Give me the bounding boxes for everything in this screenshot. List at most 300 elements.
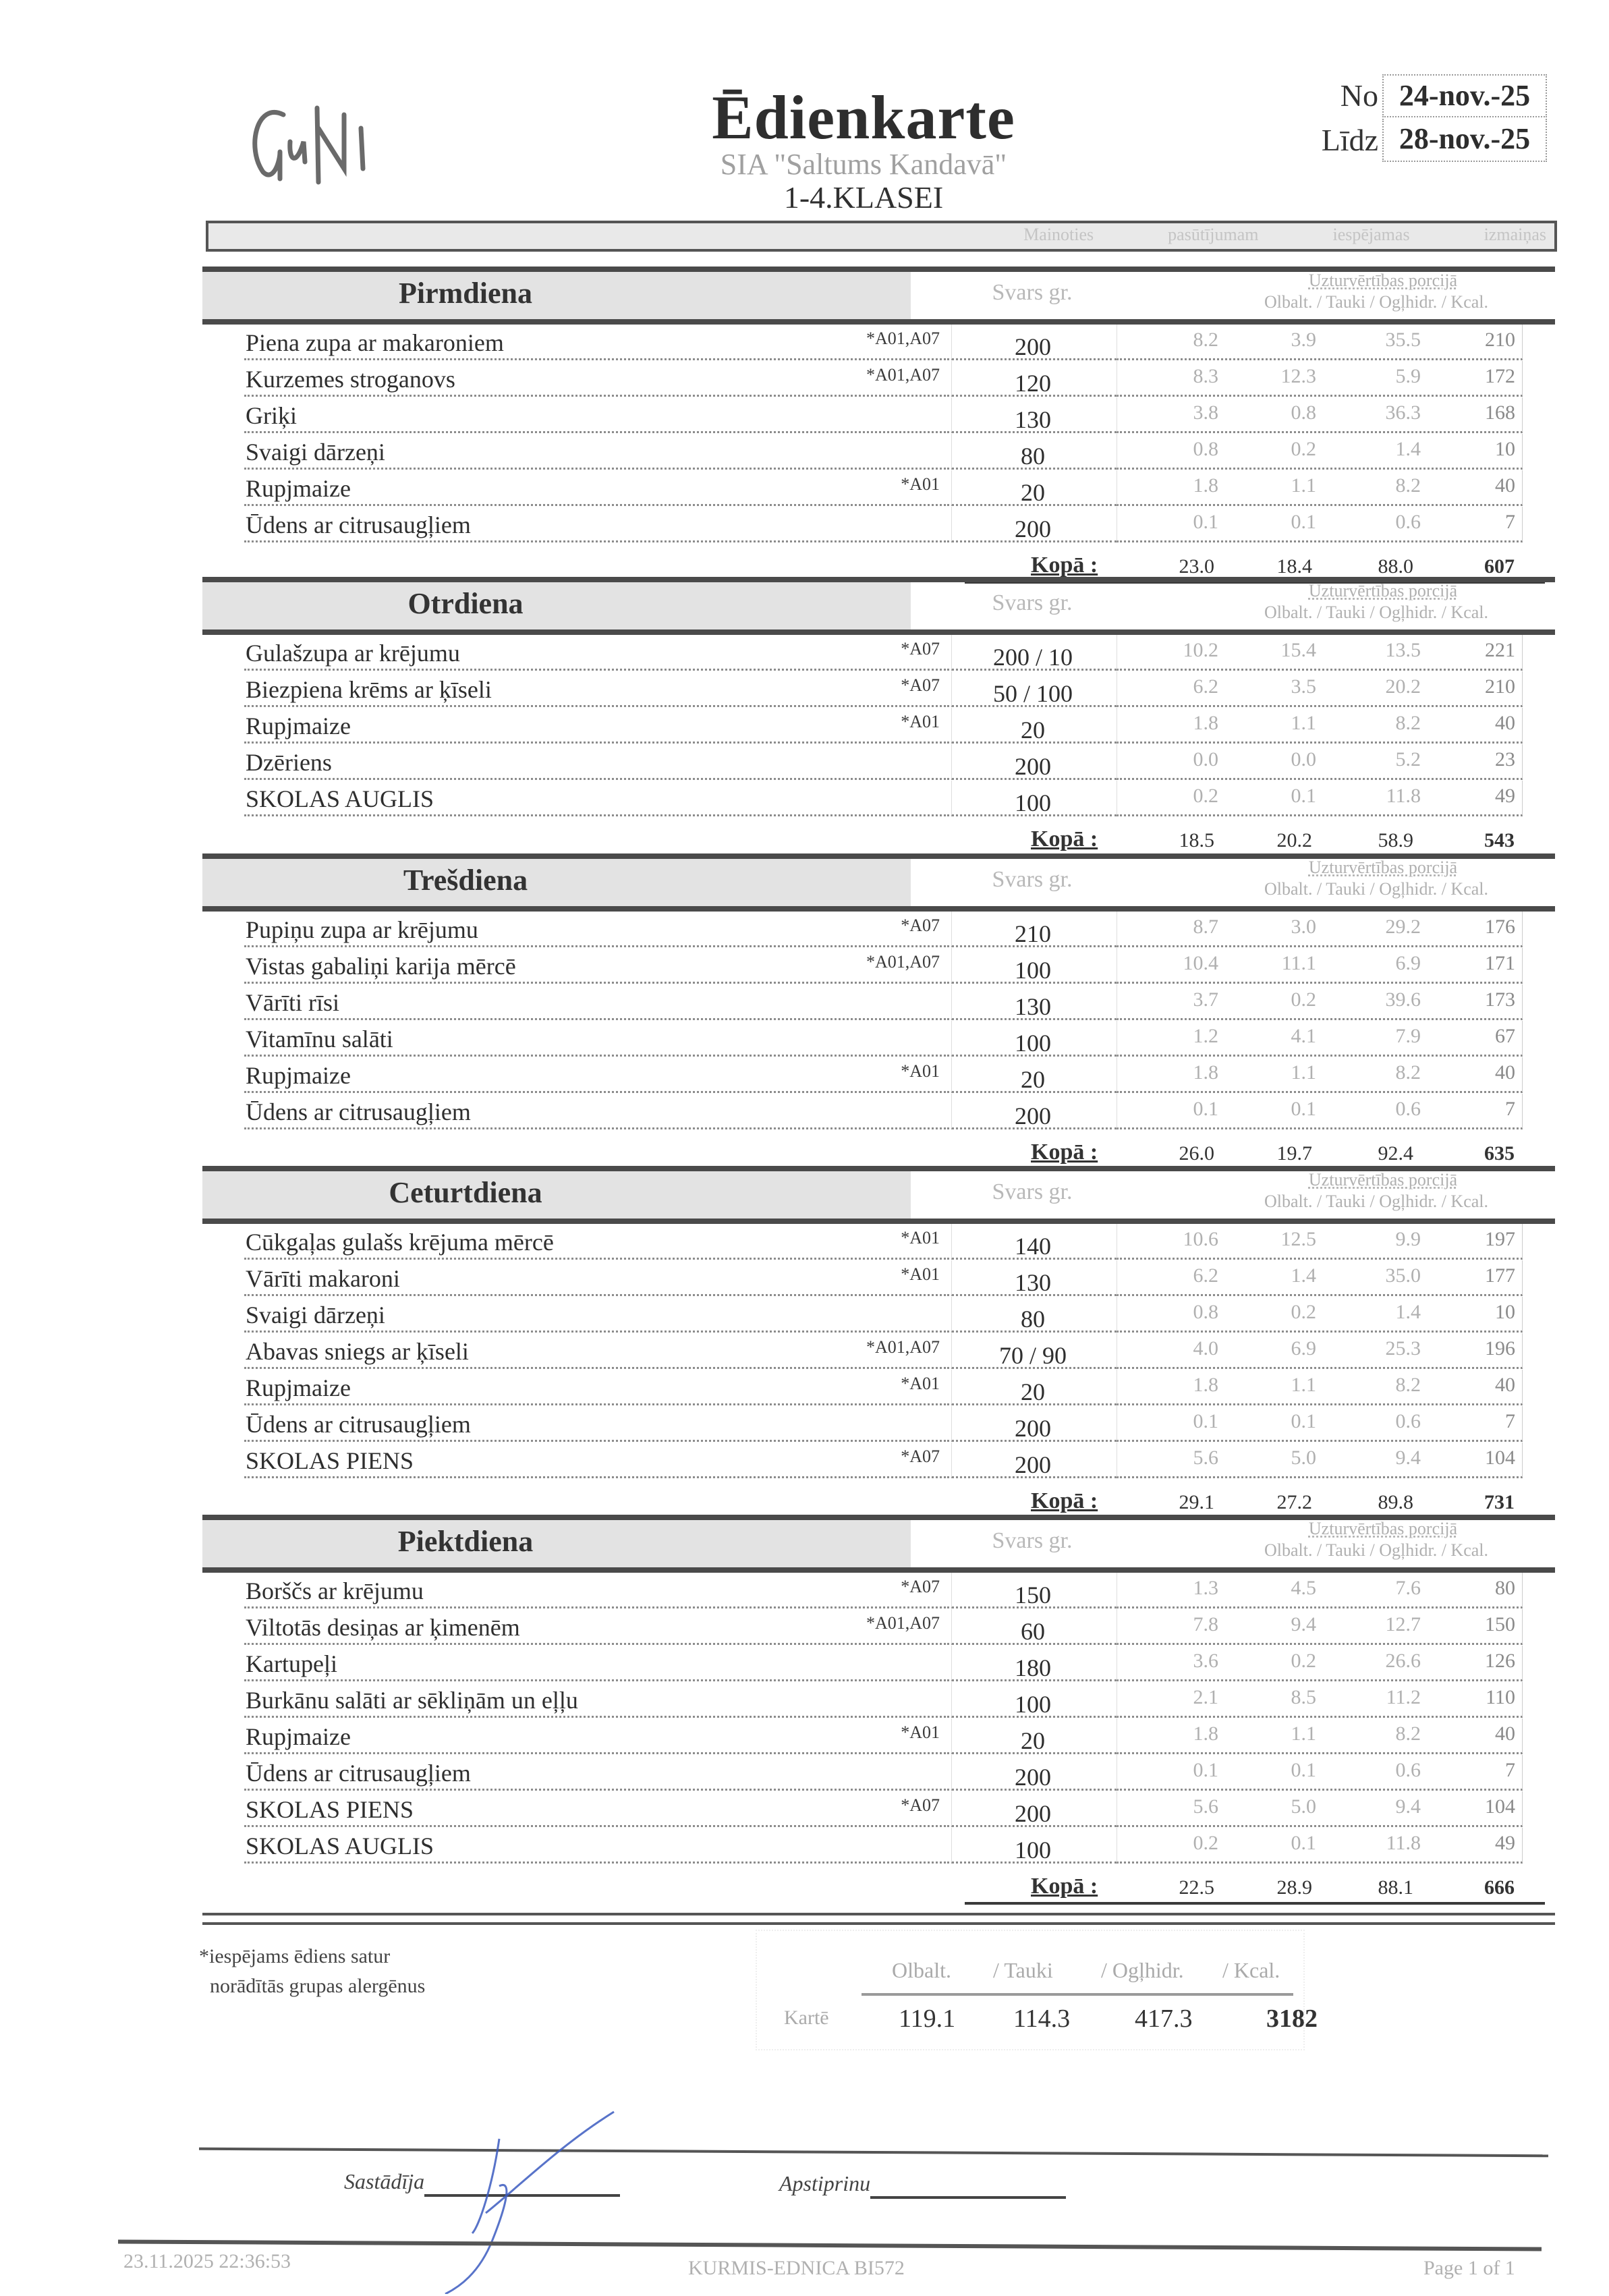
- dish-fat: 1.4: [1291, 1264, 1316, 1287]
- dish-row: [202, 1370, 1555, 1406]
- dish-carbs: 5.9: [1395, 365, 1421, 387]
- allergen-codes: *A01,A07: [866, 952, 940, 972]
- dish-fat: 3.0: [1291, 916, 1316, 938]
- dish-weight: 100: [1015, 1837, 1051, 1864]
- dish-weight: 80: [1021, 1306, 1045, 1333]
- day-name: Pirmdiena: [399, 277, 532, 310]
- dish-row: [202, 1406, 1555, 1443]
- day-section: [202, 1166, 1555, 1523]
- dish-carbs: 1.4: [1395, 438, 1421, 460]
- dish-carbs: 0.6: [1395, 1759, 1421, 1781]
- dish-fat: 4.1: [1291, 1025, 1316, 1047]
- banner-word: pasūtījumam: [1168, 225, 1259, 244]
- dish-carbs: 20.2: [1385, 675, 1421, 698]
- nutrition-columns: Olbalt. / Tauki / Ogļhidr. / Kcal.: [1264, 292, 1489, 312]
- banner-word: Mainoties: [1023, 225, 1094, 244]
- dish-weight: 200: [1015, 1102, 1051, 1129]
- dish-protein: 3.8: [1193, 401, 1218, 424]
- dish-protein: 1.8: [1193, 712, 1218, 734]
- dish-carbs: 26.6: [1385, 1650, 1421, 1672]
- date-from-value: 24-nov.-25: [1382, 74, 1547, 117]
- dish-protein: 10.6: [1183, 1228, 1218, 1250]
- dish-fat: 1.1: [1291, 1723, 1316, 1745]
- dish-fat: 12.3: [1280, 365, 1316, 387]
- dish-protein: 0.1: [1193, 511, 1218, 533]
- dish-carbs: 11.2: [1386, 1686, 1421, 1708]
- dish-weight: 200: [1015, 1764, 1051, 1791]
- dish-protein: 0.1: [1193, 1410, 1218, 1432]
- dish-protein: 1.3: [1193, 1577, 1218, 1599]
- weight-header: Svars gr.: [992, 280, 1073, 305]
- day-header: [202, 1166, 1555, 1224]
- dish-name: Griķi: [246, 402, 297, 429]
- dish-weight: 120: [1015, 370, 1051, 397]
- total-protein: 26.0: [1179, 1142, 1214, 1165]
- dish-weight: 20: [1021, 1066, 1045, 1093]
- dish-protein: 1.8: [1193, 1723, 1218, 1745]
- dish-protein: 1.8: [1193, 474, 1218, 497]
- total-carbs: 92.4: [1378, 1142, 1413, 1165]
- allergen-codes: *A07: [901, 916, 940, 935]
- dish-row: [202, 1021, 1555, 1057]
- dish-kcal: 104: [1485, 1447, 1515, 1469]
- dish-fat: 12.5: [1280, 1228, 1316, 1250]
- dish-protein: 5.6: [1193, 1447, 1218, 1469]
- dish-row: [202, 361, 1555, 397]
- day-section: [202, 267, 1555, 588]
- date-from-label: No: [1340, 78, 1378, 113]
- nutrition-title: Uzturvērtības porcijā: [1308, 271, 1458, 290]
- dish-row: [202, 635, 1555, 671]
- dish-kcal: 10: [1495, 438, 1515, 460]
- dish-kcal: 126: [1485, 1650, 1515, 1672]
- dish-kcal: 7: [1505, 511, 1515, 533]
- dish-row: [202, 744, 1555, 781]
- allergen-codes: *A01,A07: [866, 365, 940, 385]
- allergen-codes: *A01: [901, 1264, 940, 1284]
- summary-carbs: 417.3: [1135, 2005, 1193, 2033]
- nutrition-columns: Olbalt. / Tauki / Ogļhidr. / Kcal.: [1264, 1540, 1489, 1560]
- day-section: [202, 853, 1555, 1175]
- nutrition-title: Uzturvērtības porcijā: [1308, 1170, 1458, 1189]
- dish-name: Ūdens ar citrusaugļiem: [246, 1411, 471, 1438]
- table-bottom-rule: [202, 1913, 1555, 1925]
- dish-row: [202, 1718, 1555, 1755]
- weight-header: Svars gr.: [992, 590, 1073, 615]
- dish-weight: 100: [1015, 957, 1051, 984]
- dish-name: Vārīti rīsi: [246, 989, 339, 1016]
- dish-fat: 11.1: [1281, 952, 1316, 974]
- dish-carbs: 8.2: [1395, 712, 1421, 734]
- banner-word: izmaiņas: [1484, 225, 1546, 244]
- nutrition-columns: Olbalt. / Tauki / Ogļhidr. / Kcal.: [1264, 1192, 1489, 1211]
- dish-name: Cūkgaļas gulašs krējuma mērcē: [246, 1229, 554, 1256]
- dish-row: [202, 781, 1555, 817]
- dish-fat: 0.0: [1291, 748, 1316, 771]
- dish-weight: 200: [1015, 1415, 1051, 1442]
- dish-kcal: 110: [1486, 1686, 1515, 1708]
- total-fat: 27.2: [1276, 1491, 1312, 1513]
- dish-kcal: 172: [1485, 365, 1515, 387]
- dish-weight: 130: [1015, 406, 1051, 433]
- report-id: KURMIS-EDNICA BI572: [688, 2257, 905, 2279]
- dish-carbs: 7.6: [1395, 1577, 1421, 1599]
- dish-kcal: 171: [1485, 952, 1515, 974]
- dish-row: [202, 325, 1555, 361]
- dish-carbs: 25.3: [1385, 1337, 1421, 1360]
- dish-name: Dzēriens: [246, 749, 332, 776]
- dish-protein: 6.2: [1193, 675, 1218, 698]
- dish-name: Ūdens ar citrusaugļiem: [246, 1098, 471, 1125]
- total-fat: 18.4: [1276, 555, 1312, 578]
- dish-carbs: 8.2: [1395, 1061, 1421, 1084]
- dish-name: Svaigi dārzeņi: [246, 1301, 385, 1328]
- dish-kcal: 80: [1495, 1577, 1515, 1599]
- allergen-codes: *A01,A07: [866, 329, 940, 348]
- date-to-row: [1322, 119, 1547, 162]
- dish-name: Ūdens ar citrusaugļiem: [246, 1760, 471, 1787]
- dish-fat: 0.1: [1291, 1098, 1316, 1120]
- dish-row: [202, 1057, 1555, 1094]
- dish-carbs: 35.0: [1385, 1264, 1421, 1287]
- dish-protein: 0.2: [1193, 1832, 1218, 1854]
- dish-fat: 15.4: [1280, 639, 1316, 661]
- banner-word: iespējamas: [1332, 225, 1410, 244]
- dish-weight: 200: [1015, 1800, 1051, 1827]
- dish-kcal: 7: [1505, 1759, 1515, 1781]
- day-header: [202, 267, 1555, 325]
- dish-fat: 1.1: [1291, 712, 1316, 734]
- total-label: Kopā :: [1031, 1874, 1098, 1899]
- dish-name: Rupjmaize: [246, 1374, 351, 1401]
- weekly-summary: [756, 1930, 1318, 2050]
- total-label: Kopā :: [1031, 827, 1098, 851]
- total-fat: 20.2: [1276, 829, 1312, 851]
- date-to-value: 28-nov.-25: [1382, 119, 1547, 162]
- dish-protein: 4.0: [1193, 1337, 1218, 1360]
- print-timestamp: 23.11.2025 22:36:53: [123, 2250, 291, 2272]
- allergen-codes: *A01: [901, 474, 940, 494]
- dish-carbs: 11.8: [1386, 1832, 1421, 1854]
- dish-carbs: 0.6: [1395, 511, 1421, 533]
- dish-protein: 0.1: [1193, 1759, 1218, 1781]
- dish-weight: 130: [1015, 993, 1051, 1020]
- dish-name: SKOLAS PIENS: [246, 1447, 414, 1474]
- dish-carbs: 39.6: [1385, 988, 1421, 1011]
- dish-row: [202, 1791, 1555, 1828]
- dish-kcal: 7: [1505, 1098, 1515, 1120]
- nutrition-title: Uzturvērtības porcijā: [1308, 1519, 1458, 1538]
- dish-protein: 0.0: [1193, 748, 1218, 771]
- dish-row: [202, 1755, 1555, 1791]
- dish-protein: 3.6: [1193, 1650, 1218, 1672]
- dish-fat: 1.1: [1291, 1061, 1316, 1084]
- dish-row: [202, 1573, 1555, 1609]
- dish-weight: 20: [1021, 1378, 1045, 1405]
- total-carbs: 88.1: [1378, 1876, 1413, 1899]
- dish-name: Burkānu salāti ar sēkliņām un eļļu: [246, 1687, 578, 1714]
- total-protein: 18.5: [1179, 829, 1214, 851]
- dish-kcal: 10: [1495, 1301, 1515, 1323]
- allergen-codes: *A07: [901, 675, 940, 695]
- dish-fat: 0.2: [1291, 1301, 1316, 1323]
- dish-fat: 0.1: [1291, 511, 1316, 533]
- total-carbs: 88.0: [1378, 555, 1413, 578]
- dish-row: [202, 434, 1555, 470]
- dish-carbs: 7.9: [1395, 1025, 1421, 1047]
- footnote-line: norādītās grupas alergēnus: [210, 1975, 426, 1997]
- dish-row: [202, 1260, 1555, 1297]
- guni-logo: [243, 88, 445, 189]
- dish-name: Svaigi dārzeņi: [246, 439, 385, 466]
- dish-name: SKOLAS PIENS: [246, 1796, 414, 1823]
- dish-weight: 50 / 100: [992, 680, 1073, 707]
- dish-kcal: 7: [1505, 1410, 1515, 1432]
- allergen-codes: *A01: [901, 712, 940, 731]
- approved-by: [779, 2171, 1066, 2196]
- dish-row: [202, 1297, 1555, 1333]
- day-header: [202, 577, 1555, 635]
- total-kcal: 666: [1484, 1876, 1515, 1899]
- dish-kcal: 196: [1485, 1337, 1515, 1360]
- dish-weight: 20: [1021, 1727, 1045, 1754]
- dish-weight: 60: [1021, 1618, 1045, 1645]
- dish-fat: 0.1: [1291, 1832, 1316, 1854]
- dish-name: SKOLAS AUGLIS: [246, 1832, 434, 1859]
- dish-weight: 200: [1015, 1451, 1051, 1478]
- day-name: Otrdiena: [407, 587, 524, 620]
- dish-name: Ūdens ar citrusaugļiem: [246, 511, 471, 538]
- dish-protein: 0.2: [1193, 785, 1218, 807]
- dish-row: [202, 1443, 1555, 1479]
- dish-name: Biezpiena krēms ar ķīseli: [246, 676, 492, 703]
- dish-fat: 0.2: [1291, 1650, 1316, 1672]
- dish-protein: 10.4: [1183, 952, 1218, 974]
- dish-list: [202, 1224, 1555, 1479]
- total-carbs: 89.8: [1378, 1491, 1413, 1513]
- dish-kcal: 168: [1485, 401, 1515, 424]
- dish-kcal: 210: [1485, 675, 1515, 698]
- dish-protein: 0.8: [1193, 1301, 1218, 1323]
- summary-header: / Tauki: [993, 1958, 1053, 1982]
- dish-kcal: 49: [1495, 785, 1515, 807]
- dish-row: [202, 507, 1555, 543]
- date-from-row: [1340, 74, 1547, 117]
- dish-kcal: 40: [1495, 474, 1515, 497]
- allergen-codes: *A01: [901, 1228, 940, 1248]
- dish-weight: 140: [1015, 1233, 1051, 1260]
- dish-row: [202, 1828, 1555, 1864]
- dish-carbs: 13.5: [1385, 639, 1421, 661]
- total-label: Kopā :: [1031, 1488, 1098, 1513]
- dish-row: [202, 671, 1555, 708]
- dish-row: [202, 708, 1555, 744]
- total-label: Kopā :: [1031, 1140, 1098, 1165]
- dish-row: [202, 1609, 1555, 1646]
- total-carbs: 58.9: [1378, 829, 1413, 851]
- dish-name: Abavas sniegs ar ķīseli: [246, 1338, 469, 1365]
- dish-name: Kurzemes stroganovs: [246, 366, 455, 393]
- dish-weight: 200: [1015, 753, 1051, 780]
- summary-protein: 119.1: [899, 2005, 956, 2033]
- nutrition-columns: Olbalt. / Tauki / Ogļhidr. / Kcal.: [1264, 603, 1489, 622]
- allergen-codes: *A01,A07: [866, 1613, 940, 1633]
- total-kcal: 635: [1484, 1142, 1515, 1165]
- dish-kcal: 104: [1485, 1795, 1515, 1818]
- dish-kcal: 197: [1485, 1228, 1515, 1250]
- dish-kcal: 40: [1495, 712, 1515, 734]
- dish-fat: 0.2: [1291, 438, 1316, 460]
- total-kcal: 607: [1484, 555, 1515, 578]
- dish-row: [202, 1333, 1555, 1370]
- dish-carbs: 29.2: [1385, 916, 1421, 938]
- dish-protein: 1.2: [1193, 1025, 1218, 1047]
- day-total: [202, 1864, 1555, 1909]
- summary-label: Kartē: [784, 2007, 829, 2029]
- dish-row: [202, 984, 1555, 1021]
- dish-name: Rupjmaize: [246, 475, 351, 502]
- dish-fat: 0.8: [1291, 401, 1316, 424]
- weight-header: Svars gr.: [992, 1528, 1073, 1553]
- page-number: Page 1 of 1: [1423, 2257, 1515, 2279]
- total-protein: 22.5: [1179, 1876, 1214, 1899]
- allergen-codes: *A07: [901, 1447, 940, 1466]
- dish-protein: 8.3: [1193, 365, 1218, 387]
- summary-header: / Ogļhidr.: [1101, 1958, 1184, 1982]
- dish-protein: 10.2: [1183, 639, 1218, 661]
- dish-name: Piena zupa ar makaroniem: [246, 329, 504, 356]
- total-protein: 23.0: [1179, 555, 1214, 578]
- dish-kcal: 40: [1495, 1061, 1515, 1084]
- allergen-footnote: [199, 1942, 425, 2001]
- dish-kcal: 173: [1485, 988, 1515, 1011]
- dish-kcal: 221: [1485, 639, 1515, 661]
- allergen-codes: *A07: [901, 639, 940, 659]
- total-protein: 29.1: [1179, 1491, 1214, 1513]
- grade-label: 1-4.KLASEI: [783, 180, 944, 215]
- nutrition-title: Uzturvērtības porcijā: [1308, 858, 1458, 877]
- approved-signature-line: [870, 2196, 1066, 2199]
- dish-carbs: 12.7: [1385, 1613, 1421, 1635]
- dish-name: Viltotās desiņas ar ķimenēm: [246, 1614, 520, 1641]
- day-section: [202, 577, 1555, 862]
- day-section: [202, 1515, 1555, 1909]
- dish-weight: 20: [1021, 717, 1045, 744]
- dish-name: Vārīti makaroni: [246, 1265, 400, 1292]
- dish-protein: 0.1: [1193, 1098, 1218, 1120]
- allergen-codes: *A01: [901, 1723, 940, 1742]
- dish-name: Vitamīnu salāti: [246, 1026, 393, 1053]
- summary-kcal: 3182: [1266, 2005, 1318, 2033]
- dish-kcal: 210: [1485, 329, 1515, 351]
- dish-carbs: 0.6: [1395, 1410, 1421, 1432]
- dish-weight: 100: [1015, 789, 1051, 816]
- dish-name: Vistas gabaliņi karija mērcē: [246, 953, 516, 980]
- allergen-codes: *A01: [901, 1374, 940, 1393]
- allergen-codes: *A01,A07: [866, 1337, 940, 1357]
- dish-carbs: 1.4: [1395, 1301, 1421, 1323]
- total-label: Kopā :: [1031, 553, 1098, 578]
- dish-weight: 70 / 90: [998, 1342, 1067, 1369]
- allergen-codes: *A07: [901, 1577, 940, 1596]
- dish-list: [202, 912, 1555, 1130]
- summary-fat: 114.3: [1013, 2005, 1071, 2033]
- dish-kcal: 49: [1495, 1832, 1515, 1854]
- dish-name: Rupjmaize: [246, 1723, 351, 1750]
- total-fat: 19.7: [1276, 1142, 1312, 1165]
- allergen-codes: *A01: [901, 1061, 940, 1081]
- nutrition-title: Uzturvērtības porcijā: [1308, 581, 1458, 600]
- day-header: [202, 853, 1555, 912]
- dish-fat: 1.1: [1291, 474, 1316, 497]
- page-title: Ēdienkarte: [712, 83, 1015, 152]
- day-name: Ceturtdiena: [389, 1176, 542, 1209]
- dish-fat: 0.1: [1291, 1759, 1316, 1781]
- dish-fat: 5.0: [1291, 1795, 1316, 1818]
- dish-weight: 180: [1015, 1654, 1051, 1681]
- dish-list: [202, 1573, 1555, 1864]
- dish-weight: 150: [1015, 1581, 1051, 1608]
- dish-kcal: 177: [1485, 1264, 1515, 1287]
- dish-list: [202, 635, 1555, 817]
- total-kcal: 731: [1484, 1491, 1515, 1513]
- dish-kcal: 67: [1495, 1025, 1515, 1047]
- dish-weight: 210: [1015, 920, 1051, 947]
- dish-fat: 3.5: [1291, 675, 1316, 698]
- dish-fat: 3.9: [1291, 329, 1316, 351]
- dish-weight: 130: [1015, 1269, 1051, 1296]
- dish-kcal: 23: [1495, 748, 1515, 771]
- dish-protein: 8.7: [1193, 916, 1218, 938]
- dish-weight: 200 / 10: [992, 644, 1073, 671]
- dish-carbs: 9.9: [1395, 1228, 1421, 1250]
- dish-kcal: 40: [1495, 1374, 1515, 1396]
- nutrition-columns: Olbalt. / Tauki / Ogļhidr. / Kcal.: [1264, 879, 1489, 899]
- dish-carbs: 8.2: [1395, 1374, 1421, 1396]
- weight-header: Svars gr.: [992, 1179, 1073, 1204]
- footer-rule: [118, 2239, 1542, 2251]
- date-to-label: Līdz: [1321, 123, 1378, 157]
- dish-row: [202, 912, 1555, 948]
- dish-carbs: 5.2: [1395, 748, 1421, 771]
- dish-weight: 200: [1015, 333, 1051, 360]
- approved-label: Apstiprinu: [779, 2171, 871, 2195]
- dish-carbs: 35.5: [1385, 329, 1421, 351]
- dish-carbs: 8.2: [1395, 1723, 1421, 1745]
- dish-name: Borščs ar krējumu: [246, 1577, 424, 1604]
- compiled-label: Sastādīja: [344, 2169, 425, 2193]
- total-kcal: 543: [1484, 829, 1515, 851]
- dish-row: [202, 1094, 1555, 1130]
- dish-kcal: 150: [1485, 1613, 1515, 1635]
- dish-carbs: 0.6: [1395, 1098, 1421, 1120]
- dish-fat: 1.1: [1291, 1374, 1316, 1396]
- dish-weight: 80: [1021, 443, 1045, 470]
- dish-row: [202, 948, 1555, 984]
- dish-name: Rupjmaize: [246, 712, 351, 739]
- day-header: [202, 1515, 1555, 1573]
- allergen-codes: *A07: [901, 1795, 940, 1815]
- day-name: Trešdiena: [403, 864, 528, 897]
- dish-carbs: 36.3: [1385, 401, 1421, 424]
- dish-name: Gulašzupa ar krējumu: [246, 640, 460, 667]
- dish-carbs: 6.9: [1395, 952, 1421, 974]
- dish-carbs: 9.4: [1395, 1795, 1421, 1818]
- dish-protein: 1.8: [1193, 1061, 1218, 1084]
- handwritten-signature-icon: [398, 2105, 654, 2294]
- dish-fat: 5.0: [1291, 1447, 1316, 1469]
- dish-protein: 2.1: [1193, 1686, 1218, 1708]
